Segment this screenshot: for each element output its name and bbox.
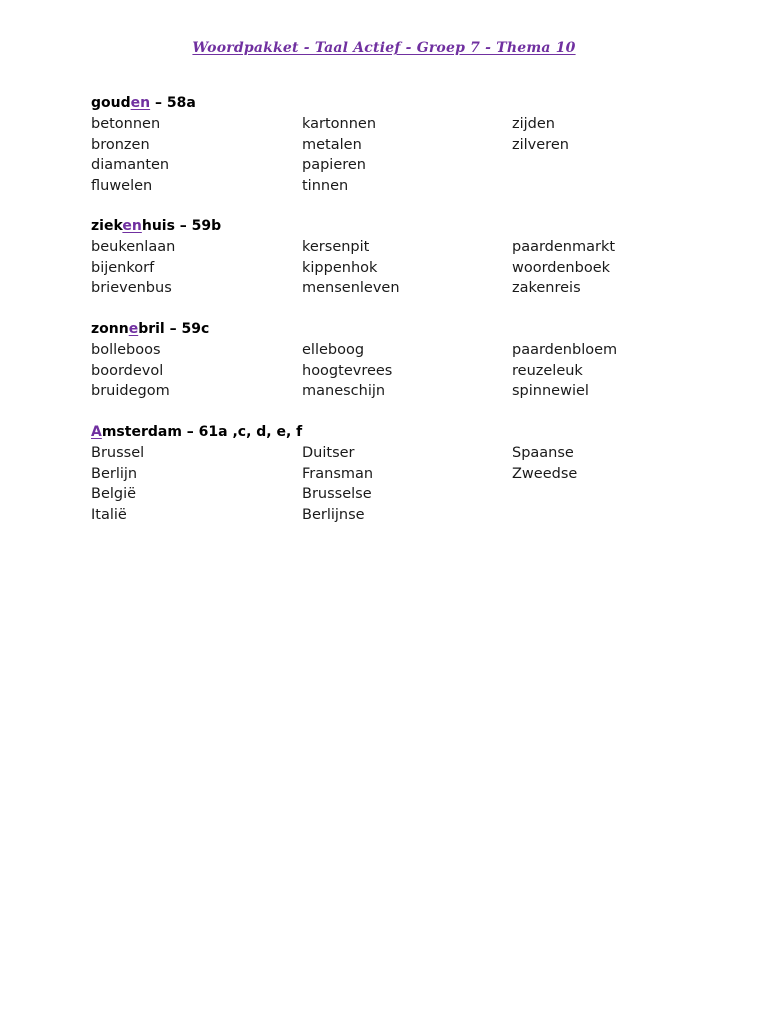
- word-cell: zijden: [512, 116, 555, 132]
- word-cell: Fransman: [302, 465, 374, 482]
- heading-text: – 58a: [150, 95, 196, 111]
- word-cell: België: [91, 486, 137, 503]
- document-title: Woordpakket - Taal Actief - Groep 7 - Thema 10: [192, 40, 576, 56]
- word-cell: Berlijnse: [302, 506, 365, 523]
- heading-text: ziek: [91, 218, 123, 234]
- word-cell: woordenboek: [512, 259, 611, 276]
- word-row: [91, 258, 711, 279]
- word-cell: Brussel: [91, 445, 145, 461]
- word-section-ziekenhuis: [91, 216, 711, 299]
- word-row: [91, 237, 711, 258]
- word-section-amsterdam: [91, 422, 711, 525]
- word-cell: diamanten: [91, 157, 170, 174]
- section-heading: [91, 422, 711, 443]
- word-row: [91, 278, 711, 299]
- word-cell: Brusselse: [302, 486, 372, 503]
- word-cell: mensenleven: [302, 280, 400, 297]
- heading-highlight: en: [130, 95, 151, 111]
- word-cell: kersenpit: [302, 239, 370, 255]
- word-cell: spinnewiel: [512, 383, 589, 400]
- heading-text: msterdam – 61a ,c, d, e, f: [101, 424, 303, 440]
- word-row: [91, 443, 711, 464]
- word-row: [91, 505, 711, 526]
- word-row: [91, 381, 711, 402]
- word-cell: reuzeleuk: [512, 362, 583, 379]
- section-heading: [91, 216, 711, 237]
- word-row: [91, 340, 711, 361]
- word-cell: elleboog: [302, 342, 365, 358]
- word-cell: zakenreis: [512, 280, 581, 297]
- word-cell: bolleboos: [91, 342, 161, 358]
- word-cell: Spaanse: [512, 445, 574, 461]
- word-cell: betonnen: [91, 116, 161, 132]
- section-heading: [91, 93, 711, 114]
- word-cell: Berlijn: [91, 465, 138, 482]
- word-cell: kippenhok: [302, 259, 378, 276]
- word-cell: paardenbloem: [512, 342, 618, 358]
- heading-highlight: e: [128, 321, 139, 337]
- word-cell: zilveren: [512, 136, 569, 153]
- word-cell: fluwelen: [91, 177, 153, 194]
- word-section-zonnebril: [91, 319, 711, 402]
- word-cell: hoogtevrees: [302, 362, 393, 379]
- word-cell: tinnen: [302, 177, 349, 194]
- section-heading: [91, 319, 711, 340]
- word-cell: metalen: [302, 136, 362, 153]
- word-cell: bijenkorf: [91, 259, 155, 276]
- heading-highlight: A: [91, 424, 102, 440]
- word-row: [91, 176, 711, 197]
- heading-text: zonn: [91, 321, 129, 337]
- word-cell: Duitser: [302, 445, 355, 461]
- word-row: [91, 361, 711, 382]
- word-row: [91, 484, 711, 505]
- word-cell: paardenmarkt: [512, 239, 616, 255]
- word-cell: maneschijn: [302, 383, 386, 400]
- word-row: [91, 155, 711, 176]
- word-cell: boordevol: [91, 362, 164, 379]
- heading-text: bril – 59c: [138, 321, 210, 337]
- word-row: [91, 464, 711, 485]
- word-cell: beukenlaan: [91, 239, 176, 255]
- word-cell: Italië: [91, 506, 127, 523]
- word-cell: papieren: [302, 157, 366, 174]
- word-section-gouden: [91, 93, 711, 196]
- word-cell: Zweedse: [512, 465, 578, 482]
- word-cell: kartonnen: [302, 116, 377, 132]
- word-cell: bruidegom: [91, 383, 170, 400]
- word-cell: brievenbus: [91, 280, 172, 297]
- word-cell: bronzen: [91, 136, 150, 153]
- word-row: [91, 135, 711, 156]
- heading-text: huis – 59b: [141, 218, 222, 234]
- heading-highlight: en: [122, 218, 142, 234]
- heading-text: goud: [91, 95, 131, 111]
- word-row: [91, 114, 711, 135]
